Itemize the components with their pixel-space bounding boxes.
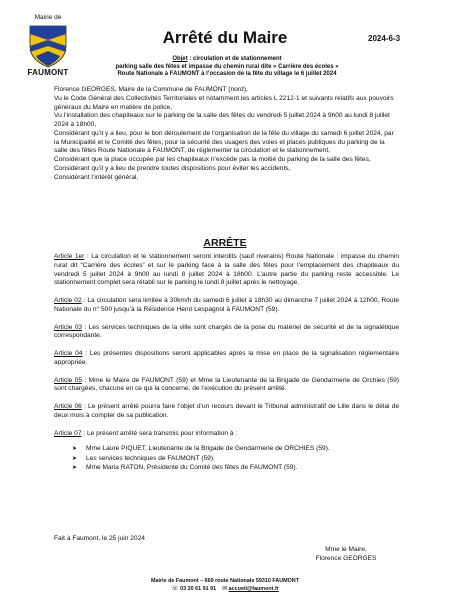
phone-icon: ☏ xyxy=(171,585,179,592)
articles xyxy=(54,253,399,473)
article xyxy=(54,377,399,395)
recipient-item: ➤ Les services techniques de FAUMONT (59). xyxy=(72,454,399,464)
article-text: : Mme le Maire de FAUMONT (59) et Mme la Lieutenante de la Brigade de Gendarmerie de Orchies (59) sont chargées, chacune en ce qui la concerne, de l’exécution du présent arrêté. xyxy=(54,376,399,393)
objet-block xyxy=(96,56,358,79)
article-label: Article 04 xyxy=(54,350,83,357)
arrete-heading: ARRÊTE xyxy=(203,237,247,249)
article-label: Article 07 xyxy=(54,429,82,437)
footer-contact xyxy=(100,585,350,593)
recipient-item: ➤ Mme Maria RATON, Présidente du Comité des fêtes de FAUMONT (59). xyxy=(72,463,399,473)
objet-label: Objet xyxy=(172,56,188,62)
article xyxy=(54,403,399,421)
footer xyxy=(100,577,350,593)
article-text: : Les services techniques de la ville sont chargés de la pose du matériel de sécurité et de la signalétique correspondante. xyxy=(54,323,399,340)
coat-of-arms-icon xyxy=(28,24,68,68)
article-label: Article 03 xyxy=(54,323,83,331)
preamble-line: Vu l’installation des chapiteaux sur le parking de la salle des fêtes du vendredi 5 juillet 2024 à 9h00 au lundi 8 juillet 2024 à 18h00, xyxy=(54,112,390,128)
preamble-line: Considérant qu’il y a lieu, pour le bon déroulement de l’organisation de la fête du village du samedi 6 juillet 2024, par la Municipalité et le Comité des fêtes, pour la sécurité des usagers des voies et places publiques du parking de la salle des fêtes Route Nationale à FAUMONT, de réglementer la circulation et le stationnement, xyxy=(54,129,394,155)
preamble-line: Considérant que la place occupée par les chapiteaux n’excède pas la moitié du parking de la salle des fêtes, xyxy=(54,156,371,163)
document-title: Arrêté du Maire xyxy=(162,28,288,47)
mairie-name: FAUMONT xyxy=(27,68,69,77)
article-text: : Les présentes dispositions seront applicables après la mise en place de la signalisation réglementaire appropriée. xyxy=(54,350,399,366)
preamble-line: Vu le Code Général des Collectivités Territoriales et notamment les articles L 2212-1 et suivants relatifs aux pouvoirs généraux du Maire en matière de police, xyxy=(54,94,394,111)
signature-block xyxy=(306,546,386,563)
article xyxy=(54,253,399,288)
objet-line-3: Route Nationale à FAUMONT à l’occasion de la fête du village le 6 juillet 2024 xyxy=(117,71,337,78)
date-line: Fait à Faumont, le 25 juin 2024 xyxy=(54,535,145,542)
preamble-line: Florence GEORGES, Maire de la Commune de FAUMONT (nord), xyxy=(54,86,248,93)
article xyxy=(54,350,399,368)
mail-icon: ✉ xyxy=(222,585,228,592)
article-text: : La circulation sera limitée à 30km/h du samedi 6 juillet à 18h30 au dimanche 7 juillet 2024 à 12h00, Route Nationale du n° 500 jusqu’à la Résidence Henri Lespagnol à FAUMONT (59). xyxy=(54,297,399,313)
footer-phone: 03 20 61 91 91 xyxy=(180,586,217,592)
signature-title: Mme le Maire, xyxy=(325,546,367,553)
footer-email-link[interactable]: accueil@faumont.fr xyxy=(228,586,279,592)
article xyxy=(54,324,399,342)
mairie-block xyxy=(20,14,76,78)
article-label: Article 05 xyxy=(54,376,83,384)
article-label: Article 02 xyxy=(54,297,82,304)
mairie-label: Mairie de xyxy=(34,14,62,21)
preamble xyxy=(54,86,399,182)
article xyxy=(54,430,399,439)
article-text: : Le présent arrêté pourra faire l’objet d’un recours devant le Tribunal administratif de Lille dans le délai de deux mois à compter de sa publication. xyxy=(54,403,399,419)
signature-name: Florence GEORGES xyxy=(315,554,377,562)
footer-address: Mairie de Faumont – 660 route Nationale 59310 FAUMONT xyxy=(151,578,299,584)
article-label: Article 06 xyxy=(54,403,82,410)
article xyxy=(54,297,399,315)
preamble-line: Considérant qu’il y a lieu de prendre toutes dispositions pour éviter les accidents, xyxy=(54,164,291,172)
article-text: : La circulation et le stationnement seront interdits (sauf riverains) Route Nationale : impasse du chemin rural dit “Carrière des écoles” et sur le parking face à la salle des fêtes pour l’emplacement des chapiteaux du vendredi 5 juillet 2024 à 9h00 au lundi 8 juillet 2024 à 18h00. L’autre partie du parking reste accessible. Le stationnement complet sera rétabli sur le parking le lundi 8 juillet après le nettoyage. xyxy=(54,253,399,287)
recipient-list xyxy=(54,444,399,473)
article-label: Article 1er xyxy=(54,253,85,260)
recipient-item: ➤ Mme Laure PIQUET, Lieutenante de la Brigade de Gendarmerie de ORCHIES (59). xyxy=(72,444,399,454)
article-text: : Le présent arrêté sera transmis pour information à : xyxy=(81,429,238,437)
preamble-line: Considérant l’intérêt général, xyxy=(54,173,139,181)
objet-text: : circulation et de stationnement xyxy=(187,56,282,62)
objet-line-2: parking salle des fêtes et impasse du chemin rural dite « Carrière des écoles » xyxy=(115,63,339,70)
reference-number: 2024-6-3 xyxy=(368,34,401,43)
